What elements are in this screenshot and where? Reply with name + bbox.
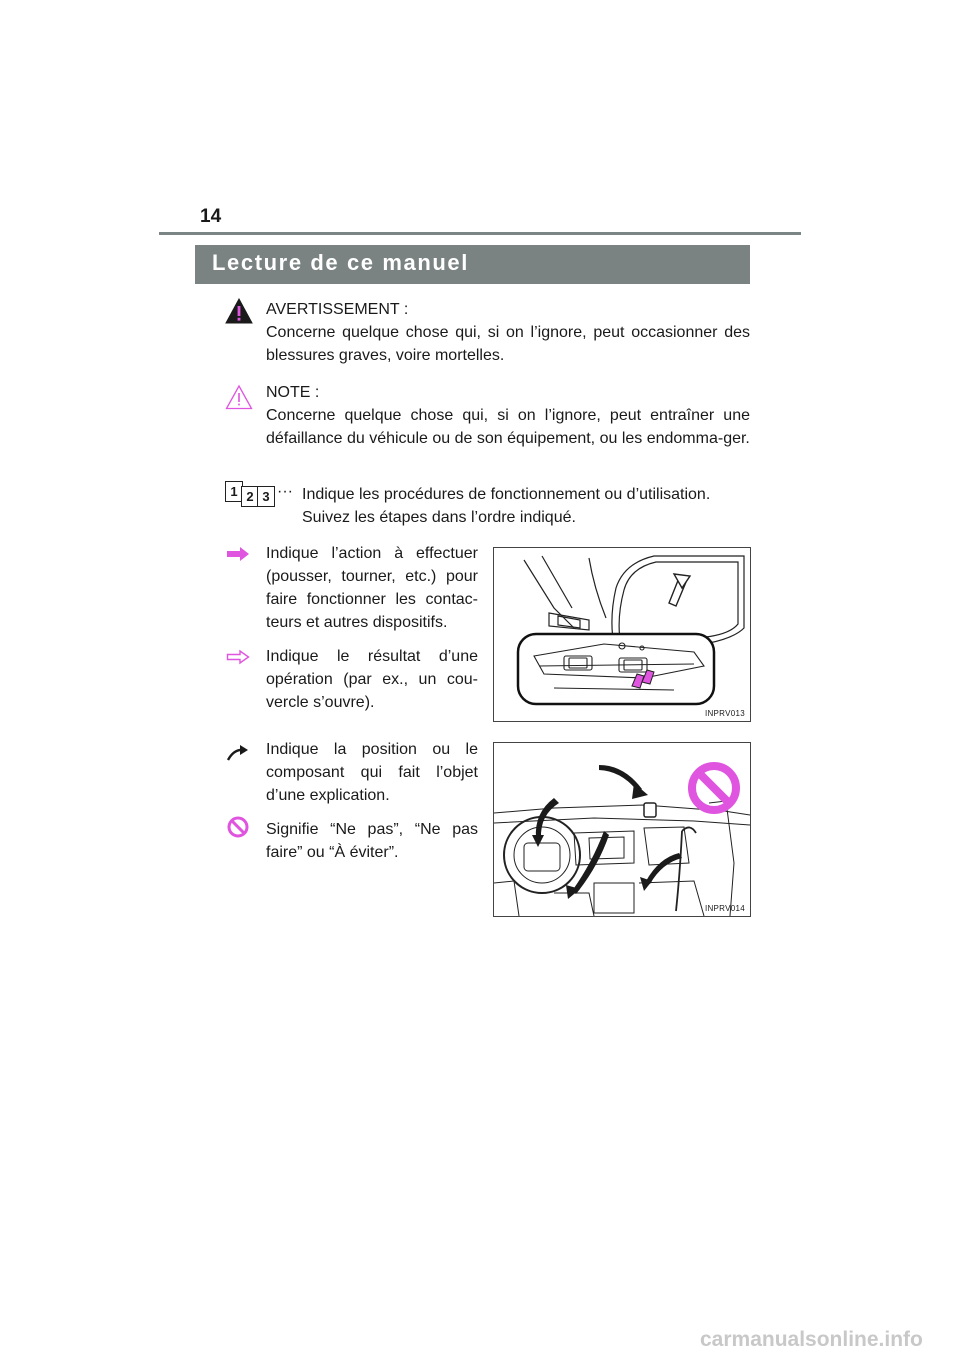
step-number-3: 3 bbox=[257, 486, 275, 507]
step-number-2: 2 bbox=[241, 486, 259, 507]
figure-2-code: INPRV014 bbox=[704, 904, 745, 913]
top-rule bbox=[159, 232, 801, 235]
position-text: Indique la position ou le composant qui fait l’objet d’une explication. bbox=[266, 741, 478, 804]
curved-arrow-icon bbox=[226, 743, 250, 763]
warning-triangle-icon bbox=[225, 298, 253, 324]
notice-block bbox=[266, 381, 750, 450]
steps-line-1: Indique les procédures de fonctionnement ou d’utilisation. bbox=[302, 486, 711, 503]
page-number: 14 bbox=[200, 206, 222, 227]
prohibit-text: Signifie “Ne pas”, “Ne pas faire” ou “À éviter”. bbox=[266, 821, 478, 861]
warning-block bbox=[266, 298, 750, 367]
section-title-bar bbox=[195, 245, 750, 284]
warning-heading: AVERTISSEMENT : bbox=[266, 301, 409, 318]
step-number-1: 1 bbox=[225, 481, 243, 502]
notice-text: Concerne quelque chose qui, si on l’ignore, peut entraîner une défaillance du véhicule ou de son équipement, ou les endomma-ger. bbox=[266, 407, 750, 447]
figure-dashboard bbox=[493, 742, 751, 917]
section-title: Lecture de ce manuel bbox=[212, 250, 469, 275]
outline-arrow-icon bbox=[226, 649, 250, 665]
steps-text bbox=[302, 483, 750, 529]
figure-1-code: INPRV013 bbox=[704, 709, 745, 718]
footer-watermark: carmanualsonline.info bbox=[700, 1328, 923, 1351]
sunroof-illustration bbox=[494, 548, 750, 721]
step-numbers-icon bbox=[225, 481, 277, 511]
filled-arrow-icon bbox=[226, 546, 250, 562]
figure-sunroof-switch bbox=[493, 547, 751, 722]
caution-triangle-icon bbox=[225, 384, 253, 410]
steps-line-2: Suivez les étapes dans l’ordre indiqué. bbox=[302, 509, 576, 526]
notice-heading: NOTE : bbox=[266, 384, 320, 401]
prohibition-icon bbox=[227, 816, 249, 838]
result-text: Indique le résultat d’une opération (par ex., un cou-vercle s’ouvre). bbox=[266, 648, 478, 711]
dashboard-illustration bbox=[494, 743, 750, 916]
steps-ellipsis: ··· bbox=[277, 483, 293, 500]
warning-text: Concerne quelque chose qui, si on l’ignore, peut occasionner des blessures graves, voire mortelles. bbox=[266, 324, 750, 364]
action-text: Indique l’action à effectuer (pousser, tourner, etc.) pour faire fonctionner les contac-teurs et autres dispositifs. bbox=[266, 545, 478, 631]
